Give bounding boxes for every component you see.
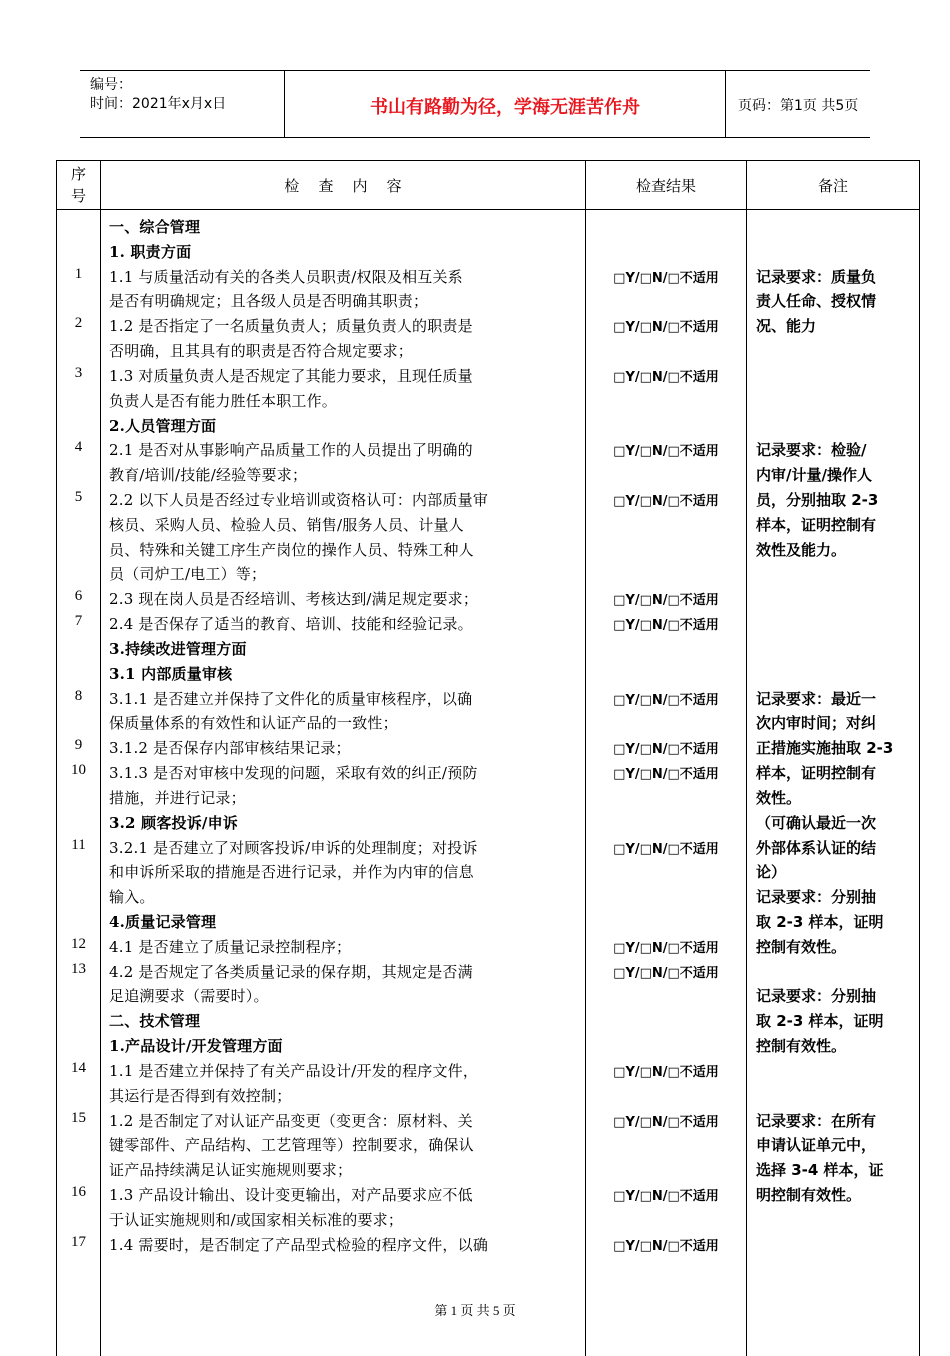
result-checkboxes[interactable]: □Y/□N/□不适用	[613, 940, 719, 956]
row-number: 5	[74, 489, 83, 506]
remark-text: 记录要求：分别抽	[756, 987, 877, 1006]
check-item-text: 和申诉所采取的措施是否进行记录，并作为内审的信息	[109, 863, 474, 882]
table-row	[57, 660, 919, 685]
check-item-text: 3.1.1 是否建立并保持了文件化的质量审核程序，以确	[109, 689, 473, 708]
section-heading: 3.持续改进管理方面	[109, 639, 247, 658]
document-number-label: 编号：	[90, 77, 132, 93]
column-header-seq	[57, 161, 100, 209]
table-row	[57, 759, 919, 784]
result-checkboxes[interactable]: □Y/□N/□不适用	[613, 965, 719, 981]
table-row	[57, 337, 919, 362]
row-number: 8	[74, 687, 83, 704]
remark-text: 记录要求：分别抽	[756, 888, 877, 907]
check-item-text: 员、特殊和关键工序生产岗位的操作人员、特殊工种人	[109, 540, 474, 559]
row-number: 16	[71, 1183, 86, 1200]
row-number: 17	[71, 1233, 86, 1250]
row-number: 7	[74, 613, 83, 630]
check-item-text: 1.4 需要时，是否制定了产品型式检验的程序文件，以确	[109, 1235, 489, 1254]
table-row	[57, 511, 919, 536]
remark-text: 取 2-3 样本，证明	[756, 1012, 884, 1031]
result-checkboxes[interactable]: □Y/□N/□不适用	[613, 618, 719, 634]
table-row	[57, 982, 919, 1007]
section-heading: 2.人员管理方面	[109, 416, 217, 435]
table-row	[57, 1206, 919, 1231]
check-item-text: 1.2 是否指定了一名质量负责人；质量负责人的职责是	[109, 317, 473, 336]
section-heading: 二、技术管理	[109, 1012, 201, 1031]
check-item-text: 足追溯要求（需要时）。	[109, 987, 269, 1006]
page-footer: 第 1 页 共 5 页	[434, 1303, 516, 1318]
table-row	[57, 784, 919, 809]
row-number: 13	[71, 960, 86, 977]
remark-text: 效性及能力。	[756, 540, 847, 559]
remark-text: 内审/计量/操作人	[756, 466, 872, 485]
check-item-text: 1.3 产品设计输出、设计变更输出，对产品要求应不低	[109, 1185, 473, 1204]
check-item-text: 输入。	[109, 888, 155, 907]
table-row	[57, 883, 919, 908]
header-page-cell	[726, 71, 870, 137]
column-header-remark: 备注	[817, 176, 848, 195]
remark-text: 况、能力	[756, 317, 817, 336]
check-item-text: 保质量体系的有效性和认证产品的一致性；	[109, 714, 398, 733]
table-row	[57, 263, 919, 288]
row-number: 1	[74, 265, 83, 282]
section-heading: 一、综合管理	[109, 218, 201, 236]
table-row	[57, 486, 919, 511]
header-motto: 书山有路勤为径，学海无涯苦作舟	[370, 97, 640, 118]
remark-text: 控制有效性。	[756, 1037, 847, 1056]
section-heading: 1. 职责方面	[109, 242, 192, 261]
table-row	[57, 312, 919, 337]
table-row	[57, 610, 919, 635]
table-row	[57, 213, 919, 238]
result-checkboxes[interactable]: □Y/□N/□不适用	[613, 1064, 719, 1080]
result-checkboxes[interactable]: □Y/□N/□不适用	[613, 1114, 719, 1130]
result-checkboxes[interactable]: □Y/□N/□不适用	[613, 767, 719, 783]
remark-text: 员，分别抽取 2-3	[756, 491, 879, 510]
table-row	[57, 1231, 919, 1256]
row-number: 4	[74, 439, 83, 456]
table-row	[57, 958, 919, 983]
result-checkboxes[interactable]: □Y/□N/□不适用	[613, 444, 719, 460]
result-checkboxes[interactable]: □Y/□N/□不适用	[613, 320, 719, 336]
result-checkboxes[interactable]: □Y/□N/□不适用	[613, 494, 719, 510]
check-item-text: 键零部件、产品结构、工艺管理等）控制要求，确保认	[109, 1136, 474, 1155]
row-number: 2	[74, 315, 83, 332]
table-row	[57, 709, 919, 734]
table-row	[57, 560, 919, 585]
check-item-text: 1.1 与质量活动有关的各类人员职责/权限及相互关系	[109, 267, 463, 286]
row-number: 10	[71, 762, 86, 779]
remark-text: 明控制有效性。	[756, 1185, 862, 1204]
remark-text: 选择 3-4 样本，证	[756, 1161, 884, 1180]
table-row	[57, 908, 919, 933]
table-row	[57, 809, 919, 834]
remark-text: 样本，证明控制有	[756, 515, 877, 534]
result-checkboxes[interactable]: □Y/□N/□不适用	[613, 742, 719, 758]
remark-text: 效性。	[756, 788, 802, 807]
row-number: 12	[71, 935, 86, 952]
document-date-label: 时间：2021年x月x日	[90, 96, 227, 112]
section-heading: 4.质量记录管理	[109, 912, 217, 931]
table-row	[57, 685, 919, 710]
check-item-text: 1.3 对质量负责人是否规定了其能力要求，且现任质量	[109, 366, 473, 385]
table-row	[57, 536, 919, 561]
check-item-text: 负责人是否有能力胜任本职工作。	[109, 391, 338, 410]
table-row	[57, 635, 919, 660]
header-info-cell	[80, 71, 285, 137]
table-row	[57, 1007, 919, 1032]
check-item-text: 核员、采购人员、检验人员、销售/服务人员、计量人	[109, 515, 464, 534]
result-checkboxes[interactable]: □Y/□N/□不适用	[613, 369, 719, 385]
result-checkboxes[interactable]: □Y/□N/□不适用	[613, 593, 719, 609]
check-item-text: 证产品持续满足认证实施规则要求；	[109, 1161, 353, 1180]
check-item-text: 3.1.2 是否保存内部审核结果记录；	[109, 739, 351, 758]
column-header-seq-line1: 序	[70, 165, 86, 183]
check-item-text: 教育/培训/技能/经验等要求；	[109, 466, 308, 485]
table-row	[57, 1181, 919, 1206]
column-header-result: 检查结果	[635, 176, 696, 195]
table-row	[57, 461, 919, 486]
result-checkboxes[interactable]: □Y/□N/□不适用	[613, 841, 719, 857]
remark-text: 记录要求：在所有	[756, 1111, 877, 1130]
table-row	[57, 436, 919, 461]
check-item-text: 于认证实施规则和/或国家相关标准的要求；	[109, 1210, 404, 1229]
check-item-text: 4.1 是否建立了质量记录控制程序；	[109, 937, 352, 956]
table-row	[57, 1032, 919, 1057]
table-row	[57, 933, 919, 958]
table-row	[57, 238, 919, 263]
result-checkboxes[interactable]: □Y/□N/□不适用	[613, 270, 719, 286]
remark-text: 次内审时间；对纠	[756, 714, 877, 733]
row-number: 3	[74, 364, 83, 381]
remark-text: 论）	[756, 863, 787, 882]
remark-text: 控制有效性。	[756, 937, 847, 956]
check-item-text: 2.4 是否保存了适当的教育、培训、技能和经验记录。	[109, 615, 473, 634]
check-item-text: 1.1 是否建立并保持了有关产品设计/开发的程序文件，	[109, 1061, 479, 1080]
check-item-text: 3.1.3 是否对审核中发现的问题，采取有效的纠正/预防	[109, 764, 478, 783]
remark-text: 外部体系认证的结	[756, 838, 877, 857]
column-header-seq-line2: 号	[70, 187, 86, 205]
section-heading: 3.1 内部质量审核	[109, 664, 233, 683]
table-row	[57, 1082, 919, 1107]
remark-text: 样本，证明控制有	[756, 764, 877, 783]
row-number: 11	[71, 836, 86, 853]
table-row	[57, 585, 919, 610]
remark-text: （可确认最近一次	[756, 813, 877, 832]
check-item-text: 1.2 是否制定了对认证产品变更（变更含：原材料、关	[109, 1111, 473, 1130]
remark-text: 取 2-3 样本，证明	[756, 912, 884, 931]
table-row	[57, 1057, 919, 1082]
remark-text: 记录要求：质量负	[756, 267, 877, 286]
remark-text: 申请认证单元中，	[756, 1136, 877, 1155]
table-row	[57, 1156, 919, 1181]
remark-text: 责人任命、授权情	[756, 292, 877, 311]
check-item-text: 3.2.1 是否建立了对顾客投诉/申诉的处理制度；对投诉	[109, 838, 478, 857]
check-item-text: 否明确，且其具有的职责是否符合规定要求；	[109, 342, 414, 361]
remark-text: 记录要求：最近一	[756, 689, 877, 708]
page-header	[80, 70, 870, 138]
table-row	[57, 387, 919, 412]
check-item-text: 其运行是否得到有效控制；	[109, 1086, 292, 1105]
table-row	[57, 734, 919, 759]
column-header-content: 检 查 内 容	[284, 176, 402, 195]
table-row	[57, 287, 919, 312]
check-item-text: 员（司炉工/电工）等；	[109, 565, 267, 584]
header-page-label: 页码：第1页 共5页	[738, 98, 859, 114]
table-row	[57, 834, 919, 859]
header-row-divider	[57, 209, 919, 210]
remark-text: 记录要求：检验/	[756, 441, 867, 460]
row-number: 6	[74, 588, 83, 605]
table-row	[57, 858, 919, 883]
check-item-text: 措施，并进行记录；	[109, 788, 246, 807]
row-number: 14	[71, 1059, 86, 1076]
row-number: 9	[74, 737, 83, 754]
check-item-text: 2.1 是否对从事影响产品质量工作的人员提出了明确的	[109, 441, 473, 460]
check-item-text: 2.3 现在岗人员是否经培训、考核达到/满足规定要求；	[109, 590, 479, 609]
result-checkboxes[interactable]: □Y/□N/□不适用	[613, 1238, 719, 1254]
table-row	[57, 1131, 919, 1156]
section-heading: 3.2 顾客投诉/申诉	[109, 813, 238, 832]
result-checkboxes[interactable]: □Y/□N/□不适用	[613, 1188, 719, 1204]
checklist-table	[56, 160, 920, 1356]
section-heading: 1.产品设计/开发管理方面	[109, 1037, 283, 1056]
header-motto-cell	[285, 71, 726, 137]
result-checkboxes[interactable]: □Y/□N/□不适用	[613, 692, 719, 708]
remark-text: 正措施实施抽取 2-3	[756, 739, 894, 758]
check-item-text: 是否有明确规定；且各级人员是否明确其职责；	[109, 292, 429, 311]
table-row	[57, 362, 919, 387]
table-row	[57, 412, 919, 437]
table-row	[57, 1107, 919, 1132]
check-item-text: 2.2 以下人员是否经过专业培训或资格认可：内部质量审	[109, 491, 489, 510]
check-item-text: 4.2 是否规定了各类质量记录的保存期，其规定是否满	[109, 962, 473, 981]
row-number: 15	[71, 1109, 86, 1126]
